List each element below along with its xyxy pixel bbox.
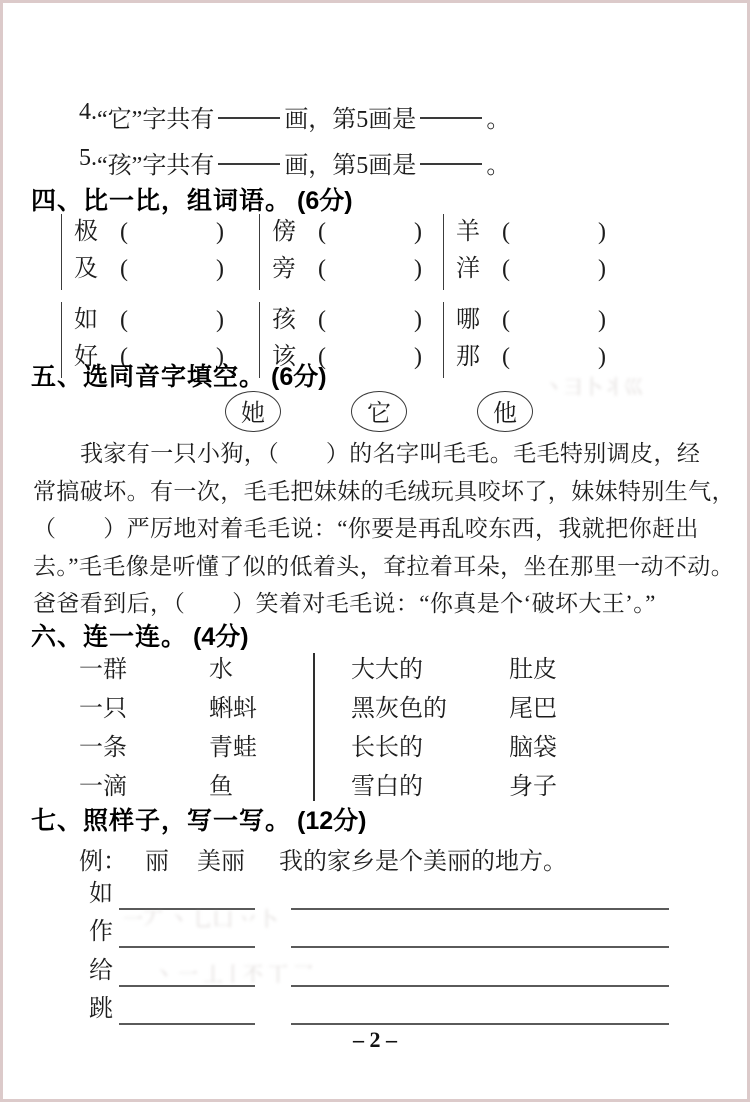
question-text: 。 [486,107,511,133]
word-pairs-grid [61,217,633,378]
paren-open: ( [120,219,128,245]
question-text: 字共有 [142,107,215,133]
word-pair [259,214,443,290]
match-item: 一只 [79,696,127,722]
match-column-adjectives [351,651,509,807]
pair-character: 羊 [456,219,480,245]
section5-heading [31,357,327,393]
match-item: 一群 [79,657,127,683]
pair-character: 旁 [272,256,296,282]
match-item: 脑袋 [509,735,557,761]
paren-close: ) [216,344,224,370]
pair-character: 及 [74,256,98,282]
paren-open: ( [120,307,128,333]
section7-heading [31,801,366,837]
paren-open: ( [502,256,510,282]
bleedthrough-mark: 一丆 丶 乚凵 丷卜 [123,909,278,931]
score-label: (6分) [297,187,353,215]
pair-character: 如 [74,307,98,333]
word-answer-line [119,884,255,910]
paren-close: ) [216,307,224,333]
page-number: – 2 – [353,1027,397,1052]
paren-open: ( [318,344,326,370]
question-number: 5. [79,145,97,171]
sentence-answer-line [291,884,669,910]
question-text: 。 [486,153,511,179]
paragraph-line: 常搞破坏。有一次，毛毛把妹妹的毛绒玩具咬坏了，妹妹特别生气， [33,478,735,504]
answer-blank [420,99,482,119]
paren-open: ( [120,256,128,282]
option-circle-ta-female: 她 [225,391,281,432]
paren-open: ( [318,256,326,282]
heading-text: 四、比一比，组词语。 [31,187,292,215]
word-pair [443,214,633,290]
match-item: 蝌蚪 [209,696,257,722]
stroke-count-questions [79,99,510,191]
paren-close: ) [216,256,224,282]
match-item: 大大的 [351,657,423,683]
match-column-nouns [209,651,313,807]
sentence-answer-line [291,999,669,1025]
writing-row [89,910,669,949]
paren-open: ( [502,219,510,245]
paragraph-line: 爸爸看到后，（ ）笑着对毛毛说：“你真是个‘破坏大王’。” [33,591,656,616]
homophone-options [225,391,533,432]
sentence-answer-line [291,922,669,948]
match-column-measure-words [79,651,209,807]
prompt-character: 跳 [89,996,113,1022]
paren-open: ( [318,307,326,333]
question-number: 4. [79,99,97,125]
section6-heading [31,617,249,653]
prompt-character: 作 [89,919,113,945]
paren-close: ) [216,219,224,245]
paren-close: ) [598,219,606,245]
score-label: (12分) [297,807,367,835]
writing-row [89,871,669,910]
match-item: 身子 [509,774,557,800]
word-pair [61,214,259,290]
section4-heading [31,181,353,217]
paren-close: ) [414,307,422,333]
paren-open: ( [502,344,510,370]
example-word: 美丽 [197,849,245,875]
quoted-character: “它” [97,107,143,133]
quoted-character: “孩” [97,153,143,179]
pair-character: 傍 [272,219,296,245]
option-circle-ta-male: 他 [477,391,533,432]
prompt-character: 如 [89,880,113,907]
match-item: 雪白的 [351,774,423,800]
pair-character: 极 [74,219,98,245]
paren-close: ) [414,344,422,370]
paren-open: ( [318,219,326,245]
match-item: 鱼 [209,774,233,800]
pair-character: 洋 [456,256,480,282]
paren-close: ) [598,307,606,333]
heading-text: 五、选同音字填空。 [31,363,266,391]
answer-blank [218,99,280,119]
paren-close: ) [598,344,606,370]
paragraph-line: 我家有一只小狗，（ ）的名字叫毛毛。毛毛特别调皮，经 [80,441,701,466]
writing-row [89,987,669,1026]
match-item: 黑灰色的 [351,696,447,722]
paragraph-line: 去。”毛毛像是听懂了似的低着头，耷拉着耳朵，坐在那里一动不动。 [33,553,735,579]
paren-close: ) [414,219,422,245]
answer-blank [218,145,280,165]
writing-practice-rows [89,871,669,1025]
heading-text: 六、连一连。 [31,623,188,651]
vertical-divider [313,653,315,801]
pair-character: 好 [74,344,98,370]
word-pair [443,302,633,378]
pair-character: 那 [456,344,480,370]
match-item: 一滴 [79,774,127,800]
prompt-character: 给 [89,957,113,984]
option-circle-ta-it: 它 [351,391,407,432]
match-column-body-parts [509,651,557,807]
match-item: 尾巴 [509,696,557,722]
writing-row [89,948,669,987]
matching-exercise [79,651,557,807]
match-item: 一条 [79,735,127,761]
example-sentence: 我的家乡是个美丽的地方。 [279,849,567,875]
bleedthrough-mark: 丶彐卜丬巛 [543,377,643,399]
example-character: 丽 [145,849,169,875]
heading-text: 七、照样子，写一写。 [31,807,292,835]
paren-open: ( [502,307,510,333]
match-item: 青蛙 [209,735,257,761]
paren-open: ( [120,344,128,370]
pair-character: 哪 [456,307,480,333]
answer-blank [420,145,482,165]
fill-in-paragraph [33,435,735,623]
question-text: 画，第5画是 [284,107,417,133]
paragraph-line: （ ）严厉地对着毛毛说：“你要是再乱咬东西，我就把你赶出 [33,516,699,541]
paren-close: ) [598,256,606,282]
bleedthrough-mark: 丶 一 丄丨不 丅 乛 [153,964,313,986]
word-answer-line [119,999,255,1025]
match-item: 水 [209,657,233,683]
example-label: 例： [79,849,127,875]
question-text: 画，第5画是 [284,153,417,179]
question-text: 字共有 [142,153,215,179]
match-item: 肚皮 [509,657,557,683]
word-answer-line [119,961,255,987]
pair-character: 该 [272,344,296,370]
score-label: (4分) [193,623,249,651]
word-answer-line [119,922,255,948]
match-item: 长长的 [351,735,423,761]
paren-close: ) [414,256,422,282]
pair-character: 孩 [272,307,296,333]
score-label: (6分) [271,363,327,391]
stroke-question-4 [79,99,510,145]
sentence-answer-line [291,961,669,987]
